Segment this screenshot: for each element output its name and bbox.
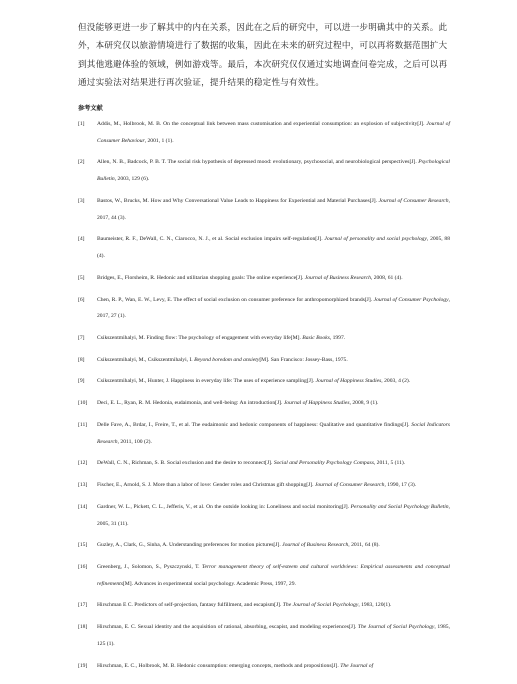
reference-text — [97, 373, 450, 390]
reference-authors-title: Csikszentmihalyi, M., Hunter, J. Happiness in everyday life: The uses of experience sampling[J]. — [97, 378, 316, 385]
reference-source: Journal of Consumer Psychology — [373, 296, 449, 303]
reference-source: The Journal of — [340, 662, 374, 669]
reference-item — [78, 352, 450, 369]
reference-authors-title: Deci, E. L., Ryan, R. M. Hedonia, eudaimonia, and well-being: An introduction[J]. — [97, 400, 284, 407]
reference-number: [9] — [78, 378, 85, 385]
reference-details: , 2003, 129 (6). — [114, 176, 150, 183]
reference-item — [78, 270, 450, 287]
reference-authors-title: Hirschman E C. Predictors of self-projection, fantasy fulfillment, and escapism[J]. — [97, 602, 283, 609]
reference-details: , 2011, 64 (8). — [348, 542, 380, 549]
reference-number: [6] — [78, 296, 85, 303]
reference-details: , 2011, 100 (2). — [117, 438, 152, 445]
reference-number: [8] — [78, 356, 85, 363]
reference-details: , 1985, 125 (1). — [97, 624, 450, 647]
reference-text — [97, 154, 450, 188]
references-heading: 参考文献 — [78, 105, 103, 112]
reference-number: [2] — [78, 159, 85, 166]
reference-number: [12] — [78, 460, 88, 467]
reference-source: Terror management theory of self-esteem and cultural worldviews: Empirical assessments and conceptual refinements — [97, 563, 450, 587]
reference-source: Basic Books — [302, 335, 330, 342]
reference-details: , 1997. — [329, 335, 346, 342]
reference-source: Social Indicators Research — [97, 421, 450, 445]
reference-text — [97, 116, 450, 150]
reference-item — [78, 292, 450, 326]
reference-source: Beyond boredom and anxiety — [194, 356, 260, 363]
reference-details: , 2005, 31 (11). — [97, 503, 450, 527]
reference-source: Journal of Consumer Research — [314, 482, 385, 489]
reference-item — [78, 116, 450, 150]
reference-details: , 2005, 88 (4). — [97, 236, 450, 260]
reference-text — [97, 455, 450, 472]
reference-text — [97, 352, 450, 369]
reference-number: [13] — [78, 482, 88, 489]
reference-details: , 1990, 17 (3). — [384, 482, 417, 489]
reference-text — [97, 559, 450, 593]
reference-text — [97, 417, 450, 451]
reference-source: Psychological Bulletin — [97, 159, 450, 183]
reference-authors-title: Bastos, W., Brucks, M. How and Why Conversational Value Leads to Happiness for Experiential and Material Purchases[J]. — [97, 197, 379, 204]
reference-item — [78, 455, 450, 472]
reference-authors-title: Csikszentmihalyi, M., Csikszentmihalyi, I. — [97, 356, 195, 363]
reference-source: Social and Personality Psychology Compass — [273, 460, 374, 467]
body-paragraph: 但没能够更进一步了解其中的内在关系，因此在之后的研究中，可以进一步明确其中的关系。此外，本研究仅以旅游情境进行了数据的收集，因此在未来的研究过程中，可以再将数据范围扩大到其他逃避体验的领域，例如游戏等。最后，本次研究仅仅通过实地调查问卷完成，之后可以再通过实验法对结果进行再次验证，提升结果的稳定性与有效性。 — [78, 23, 448, 89]
reference-source: Journal of Business Research — [304, 274, 371, 281]
reference-item — [78, 597, 450, 614]
reference-text — [97, 330, 450, 347]
reference-text — [97, 619, 450, 653]
reference-number: [15] — [78, 542, 88, 549]
reference-item — [78, 658, 450, 675]
reference-number: [1] — [78, 121, 85, 127]
reference-text — [97, 537, 450, 554]
reference-authors-title: Csikszentmihalyi, M. Finding flow: The psychology of engagement with everyday life[M]. — [97, 335, 303, 342]
reference-number: [4] — [78, 236, 85, 243]
reference-source: Journal of Happiness Studies — [283, 400, 350, 407]
reference-details: , 2011, 5 (11). — [373, 460, 406, 467]
reference-authors-title: Hirschman, E. C. Sexual identity and the acquisition of rational, absorbing, escapist, and modeling experiences[J]. — [97, 624, 358, 631]
reference-item — [78, 417, 450, 451]
reference-item — [78, 231, 450, 265]
reference-number: [10] — [78, 400, 88, 407]
reference-item — [78, 499, 450, 533]
reference-source: The Journal of Social Psychology — [282, 602, 359, 609]
reference-source: The Journal of Social Psychology — [357, 624, 435, 631]
reference-source: Journal of Consumer Research — [378, 197, 449, 204]
reference-item — [78, 330, 450, 347]
reference-text — [97, 477, 450, 494]
reference-number: [11] — [78, 421, 88, 428]
reference-text — [97, 658, 450, 675]
reference-details: , 2008, 9 (1). — [349, 400, 379, 407]
reference-authors-title: Guzley, A., Clark, G., Sinha, A. Understanding preferences for motion pictures[J]. — [97, 542, 283, 549]
reference-details: , 2017, 27 (1). — [97, 296, 450, 320]
reference-details: , 2008, 61 (4). — [370, 274, 403, 281]
reference-authors-title: Fischer, E., Arnold, S. J. More than a labor of love: Gender roles and Christmas gift shopping[J]. — [97, 482, 315, 489]
reference-authors-title: DeWall, C. N., Richman, S. B. Social exclusion and the desire to reconnect[J]. — [97, 460, 274, 467]
reference-item — [78, 559, 450, 593]
reference-text — [97, 499, 450, 533]
reference-item — [78, 619, 450, 653]
reference-source: Journal of Business Research — [282, 542, 349, 549]
reference-number: [17] — [78, 602, 88, 609]
reference-number: [7] — [78, 335, 85, 342]
reference-text — [97, 395, 450, 412]
reference-number: [14] — [78, 503, 88, 510]
references-list — [78, 116, 450, 679]
reference-authors-title: Delle Fave, A., Brdar, I., Freire, T., et al. The eudaimonic and hedonic components of happiness: Qualitative and quantitative findings[J]. — [97, 421, 412, 428]
reference-authors-title: Addis, M., Holbrook, M. B. On the conceptual link between mass customisation and experiential consumption: an explosion of subjectivity[J]. — [97, 121, 427, 127]
reference-authors-title: Bridges, E., Florsheim, R. Hedonic and utilitarian shopping goals: The online experience[J]. — [97, 274, 305, 281]
reference-authors-title: Greenberg, J., Solomon, S., Pyszczynski, T. — [97, 563, 202, 570]
reference-item — [78, 193, 450, 227]
reference-text — [97, 270, 450, 287]
reference-text — [97, 292, 450, 326]
reference-number: [18] — [78, 624, 88, 631]
reference-text — [97, 193, 450, 227]
reference-item — [78, 537, 450, 554]
reference-number: [16] — [78, 563, 88, 570]
reference-details: , 2001, 1 (1). — [144, 137, 174, 144]
reference-authors-title: Baumeister, R. F., DeWall, C. N., Ciarocco, N. J., et al. Social exclusion impairs self-regulation[J]. — [97, 236, 325, 243]
reference-authors-title: Allen, N. B., Badcock, P. B. T. The social risk hypothesis of depressed mood: evolutionary, psychosocial, and neurobiological perspectives[J]. — [97, 159, 419, 166]
reference-item — [78, 395, 450, 412]
reference-authors-title: Gardner, W. L., Pickett, C. L., Jefferis, V., et al. On the outside looking in: Loneliness and social monitoring[J]. — [97, 503, 351, 510]
reference-authors-title: Hirschman, E. C., Holbrook, M. B. Hedonic consumption: emerging concepts, methods and propositions[J]. — [97, 662, 341, 669]
reference-details: , 2003, 4 (2). — [381, 378, 411, 385]
reference-source: Journal of Consumer Behaviour — [97, 121, 451, 144]
reference-details: , 2017, 44 (3). — [97, 197, 450, 221]
reference-source: Journal of personality and social psychology — [324, 236, 427, 243]
reference-details: [M]. San Francisco: Jossey-Bass, 1975. — [259, 356, 348, 363]
reference-details: , 1983, 120(1). — [358, 602, 392, 609]
reference-item — [78, 154, 450, 188]
reference-text — [97, 597, 450, 614]
reference-details: [M]. Advances in experimental social psychology. Academic Press, 1997, 29. — [122, 580, 296, 587]
reference-item — [78, 373, 450, 390]
reference-item — [78, 477, 450, 494]
reference-authors-title: Chen, R. P., Wan, E. W., Levy, E. The effect of social exclusion on consumer preference for anthropomorphized brands[J]. — [97, 296, 374, 303]
reference-source: Personality and Social Psychology Bulletin — [350, 503, 449, 510]
reference-source: Journal of Happiness Studies — [315, 378, 382, 385]
reference-number: [19] — [78, 662, 88, 669]
reference-number: [3] — [78, 197, 85, 204]
reference-text — [97, 231, 450, 265]
reference-number: [5] — [78, 274, 85, 281]
